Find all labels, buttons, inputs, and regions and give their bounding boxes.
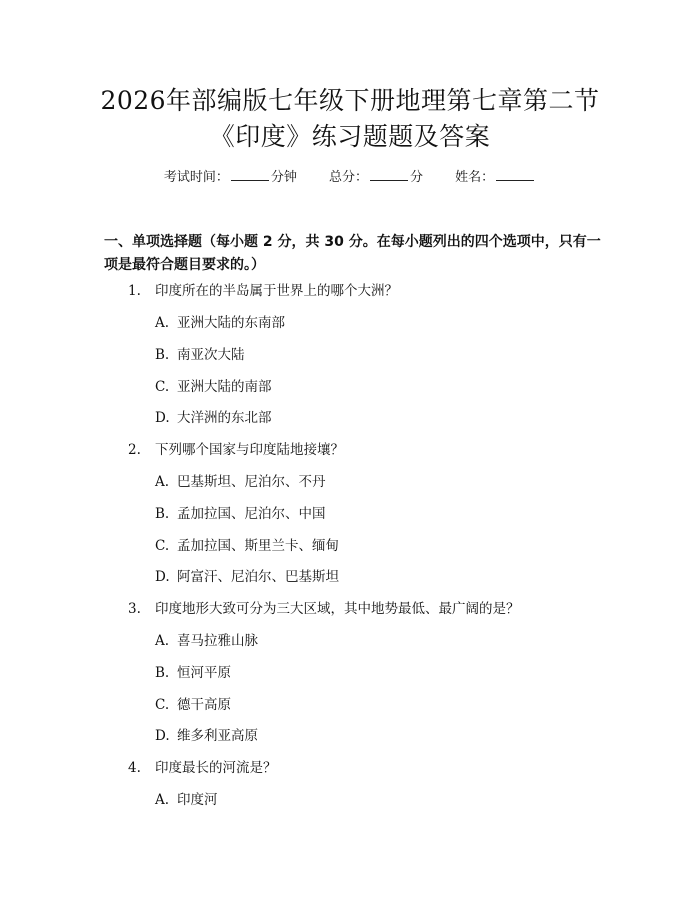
exam-time-unit: 分钟 (270, 170, 297, 185)
question-2 (128, 441, 344, 459)
question-3-option-a (155, 632, 258, 650)
option-text: 德干高原 (177, 697, 231, 713)
option-letter: B. (155, 665, 170, 681)
option-letter: C. (155, 379, 170, 395)
option-letter: B. (155, 506, 170, 522)
option-letter: A. (155, 474, 170, 490)
exam-meta-line (0, 168, 700, 187)
question-2-option-c (155, 537, 339, 555)
question-1 (128, 282, 398, 300)
option-text: 阿富汗、尼泊尔、巴基斯坦 (177, 569, 339, 585)
total-score-blank (370, 168, 408, 181)
option-letter: D. (155, 569, 170, 585)
option-letter: A. (155, 315, 170, 331)
section-heading: 一、单项选择题（每小题 2 分，共 30 分。在每小题列出的四个选项中，只有一项是最符合题目要求的。） (104, 234, 601, 273)
option-text: 亚洲大陆的东南部 (177, 315, 285, 331)
option-text: 巴基斯坦、尼泊尔、不丹 (177, 474, 326, 490)
option-text: 喜马拉雅山脉 (177, 633, 258, 649)
name-group (455, 168, 536, 187)
option-text: 印度河 (177, 792, 218, 808)
option-letter: B. (155, 347, 170, 363)
question-3-option-d (155, 727, 258, 745)
option-letter: A. (155, 792, 170, 808)
question-text: 下列哪个国家与印度陆地接壤？ (155, 442, 344, 458)
question-number: 1. (128, 283, 141, 299)
question-1-option-c (155, 378, 272, 396)
option-text: 维多利亚高原 (177, 728, 258, 744)
name-blank (496, 168, 534, 181)
question-3-option-c (155, 696, 231, 714)
document-title-line2: 《印度》练习题题及答案 (209, 122, 491, 151)
question-2-option-b (155, 505, 326, 523)
question-2-option-a (155, 473, 326, 491)
question-1-option-a (155, 314, 285, 332)
name-label: 姓名： (455, 170, 495, 185)
question-1-option-b (155, 346, 245, 364)
option-text: 恒河平原 (177, 665, 231, 681)
total-score-group (329, 168, 423, 187)
total-score-unit: 分 (410, 170, 424, 185)
question-3-option-b (155, 664, 231, 682)
total-score-label: 总分： (328, 170, 368, 185)
question-2-option-d (155, 568, 339, 586)
question-number: 4. (128, 760, 141, 776)
option-letter: D. (155, 728, 170, 744)
option-text: 南亚次大陆 (177, 347, 245, 363)
exam-time-group (164, 168, 297, 187)
option-text: 亚洲大陆的南部 (177, 379, 272, 395)
question-4 (128, 759, 277, 777)
option-text: 大洋洲的东北部 (177, 410, 272, 426)
question-text: 印度地形大致可分为三大区域，其中地势最低、最广阔的是？ (155, 601, 520, 617)
option-letter: A. (155, 633, 170, 649)
option-letter: D. (155, 410, 170, 426)
question-4-option-a (155, 791, 218, 809)
question-3 (128, 600, 520, 618)
exam-time-blank (231, 168, 269, 181)
question-number: 2. (128, 442, 141, 458)
question-text: 印度所在的半岛属于世界上的哪个大洲？ (155, 283, 398, 299)
document-title-line1: 2026年部编版七年级下册地理第七章第二节 (100, 86, 600, 115)
option-text: 孟加拉国、斯里兰卡、缅甸 (177, 538, 339, 554)
option-letter: C. (155, 697, 170, 713)
option-text: 孟加拉国、尼泊尔、中国 (177, 506, 326, 522)
exam-time-label: 考试时间： (163, 170, 229, 185)
question-text: 印度最长的河流是？ (155, 760, 277, 776)
option-letter: C. (155, 538, 170, 554)
question-1-option-d (155, 409, 272, 427)
question-number: 3. (128, 601, 141, 617)
